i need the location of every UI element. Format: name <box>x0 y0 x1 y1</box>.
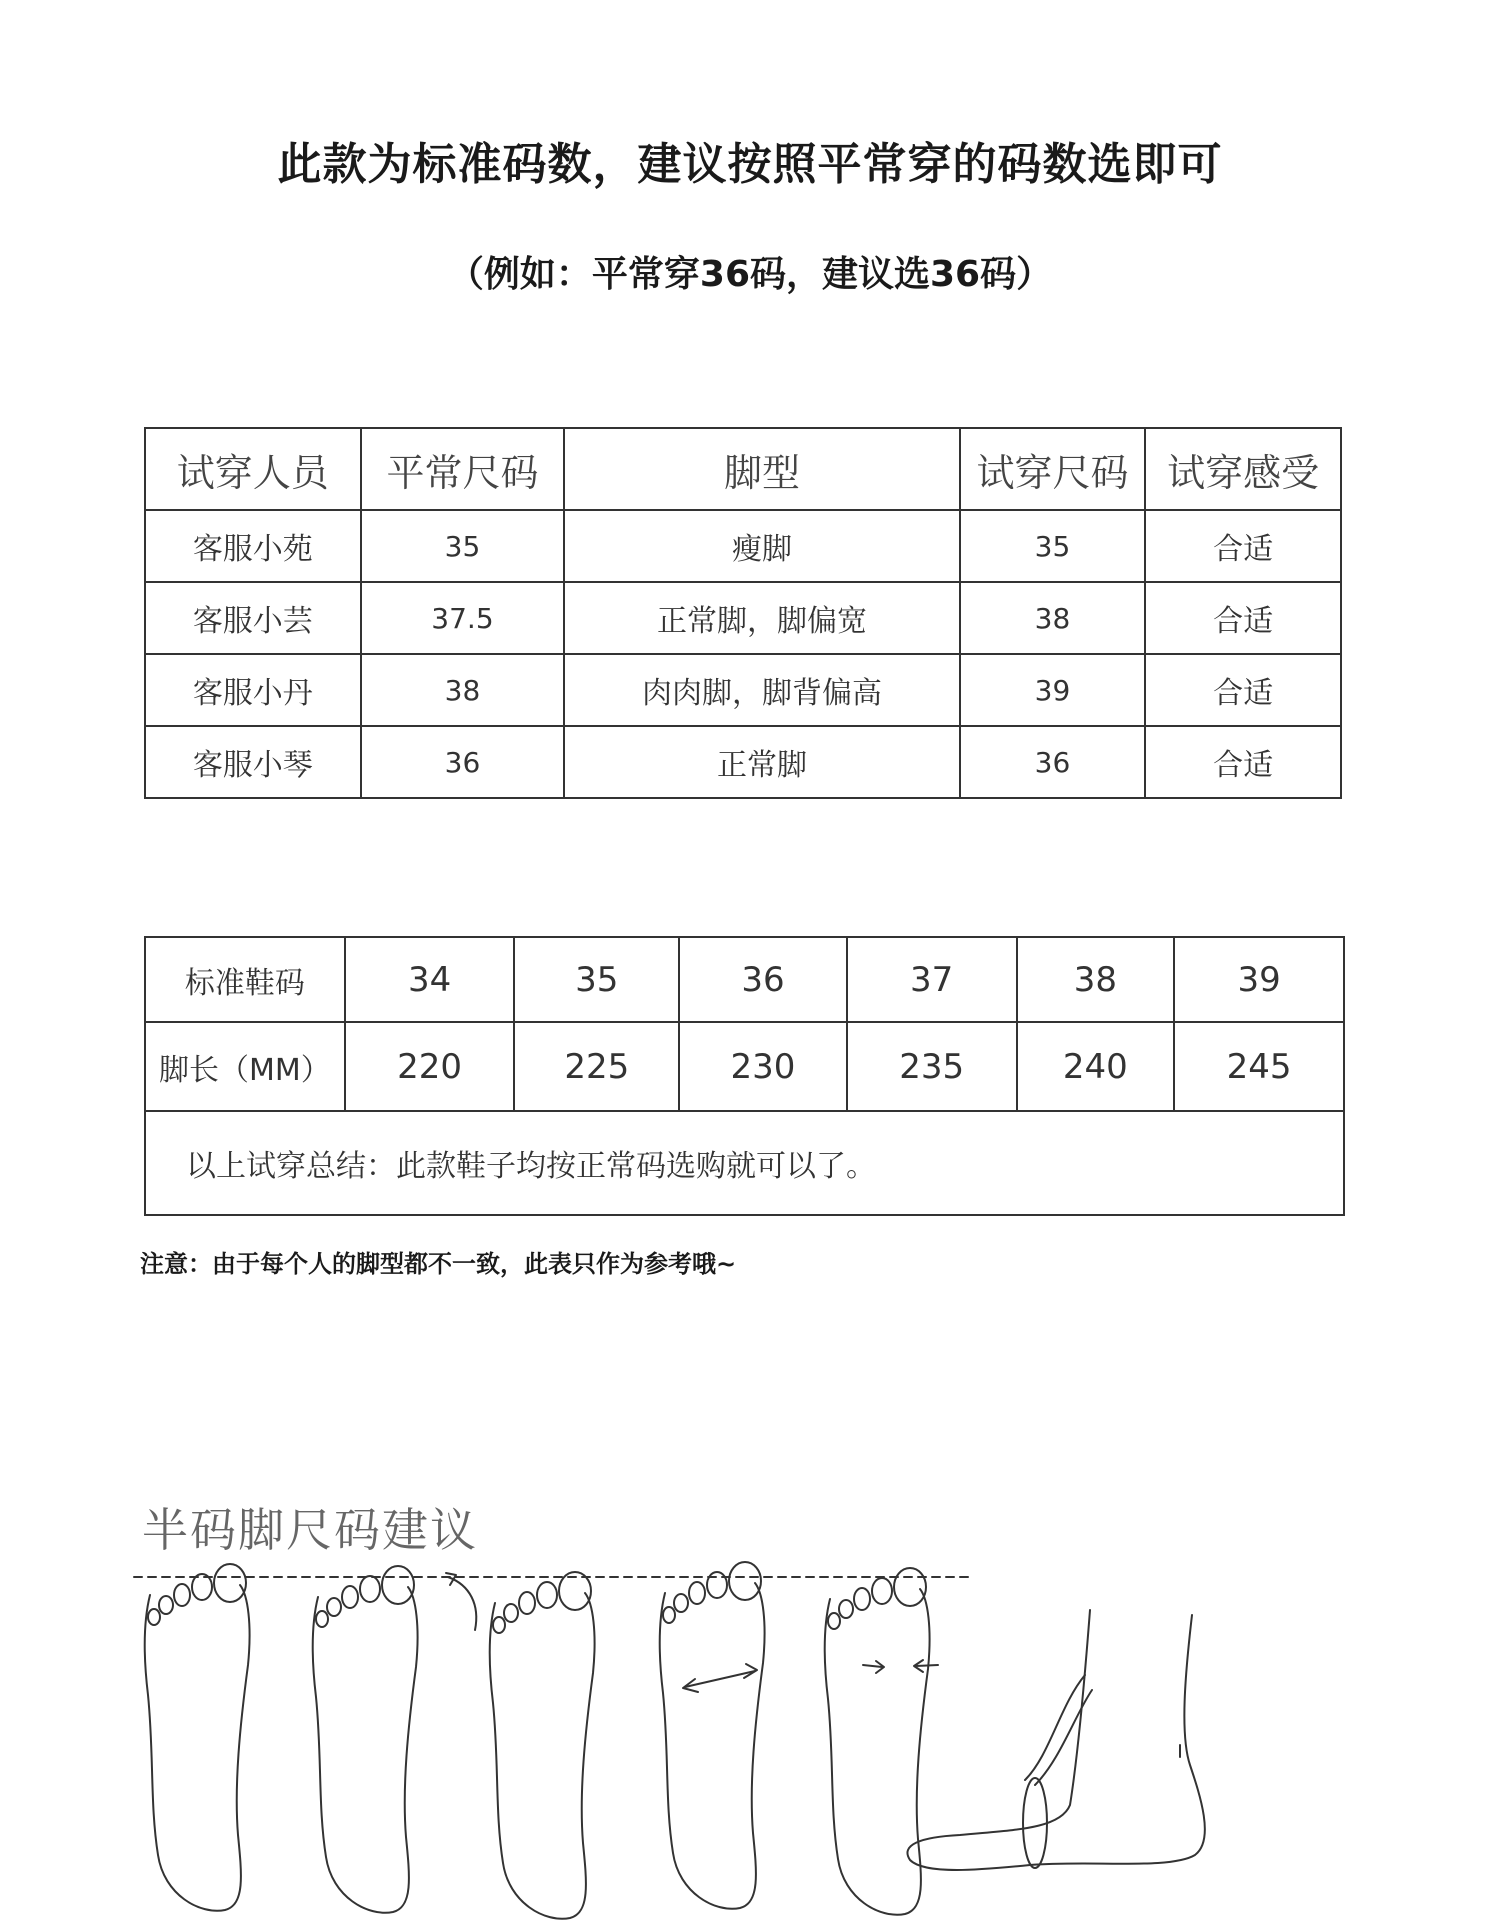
size-cell: 37 <box>847 937 1017 1022</box>
summary-row <box>145 1111 1344 1215</box>
table-row <box>145 510 1341 582</box>
header-usual-size: 平常尺码 <box>361 428 565 510</box>
foot-outline-2 <box>313 1566 418 1913</box>
cell-tester: 客服小丹 <box>145 654 361 726</box>
page-subtitle: （例如：平常穿36码，建议选36码） <box>447 254 1053 295</box>
ankle-loop-outline <box>1023 1778 1047 1868</box>
size-chart-table <box>144 936 1345 1216</box>
curved-arrow-icon <box>448 1577 476 1630</box>
narrow-arrow-right-icon <box>914 1660 938 1672</box>
side-foot-outline <box>907 1610 1204 1870</box>
cell-tried-size: 36 <box>960 726 1146 798</box>
shoe-strap-line-2 <box>1035 1690 1092 1785</box>
table-row <box>145 654 1341 726</box>
cell-usual-size: 36 <box>361 726 565 798</box>
size-row <box>145 937 1344 1022</box>
header-foot-type: 脚型 <box>564 428 959 510</box>
cell-usual-size: 35 <box>361 510 565 582</box>
cell-foot-type: 瘦脚 <box>564 510 959 582</box>
cell-foot-type: 正常脚 <box>564 726 959 798</box>
size-cell: 38 <box>1017 937 1175 1022</box>
length-row <box>145 1022 1344 1111</box>
length-cell: 240 <box>1017 1022 1175 1111</box>
section-title: 半码脚尺码建议 <box>142 1503 478 1557</box>
size-cell: 34 <box>345 937 515 1022</box>
length-label: 脚长（MM） <box>145 1022 345 1111</box>
header-feeling: 试穿感受 <box>1145 428 1341 510</box>
size-label: 标准鞋码 <box>145 937 345 1022</box>
cell-tester: 客服小芸 <box>145 582 361 654</box>
table-header-row <box>145 428 1341 510</box>
foot-outline-3 <box>490 1572 595 1919</box>
length-cell: 245 <box>1174 1022 1344 1111</box>
cell-feeling: 合适 <box>1145 726 1341 798</box>
length-cell: 225 <box>514 1022 679 1111</box>
cell-usual-size: 37.5 <box>361 582 565 654</box>
foot-outline-4 <box>660 1562 765 1909</box>
cell-foot-type: 肉肉脚，脚背偏高 <box>564 654 959 726</box>
size-cell: 39 <box>1174 937 1344 1022</box>
cell-feeling: 合适 <box>1145 510 1341 582</box>
size-cell: 35 <box>514 937 679 1022</box>
header-tester: 试穿人员 <box>145 428 361 510</box>
cell-feeling: 合适 <box>1145 654 1341 726</box>
cell-tester: 客服小琴 <box>145 726 361 798</box>
foot-sketch-illustration <box>130 1555 1370 1920</box>
cell-tried-size: 39 <box>960 654 1146 726</box>
narrow-arrow-left-icon <box>863 1661 884 1673</box>
foot-outline-1 <box>145 1564 250 1911</box>
cell-usual-size: 38 <box>361 654 565 726</box>
summary-text: 以上试穿总结：此款鞋子均按正常码选购就可以了。 <box>145 1111 1344 1215</box>
note-text: 注意：由于每个人的脚型都不一致，此表只作为参考哦~ <box>140 1250 737 1278</box>
length-cell: 235 <box>847 1022 1017 1111</box>
header-tried-size: 试穿尺码 <box>960 428 1146 510</box>
length-cell: 230 <box>679 1022 847 1111</box>
cell-tester: 客服小苑 <box>145 510 361 582</box>
fit-test-table <box>144 427 1342 799</box>
length-cell: 220 <box>345 1022 515 1111</box>
page-title: 此款为标准码数，建议按照平常穿的码数选即可 <box>277 139 1223 190</box>
cell-feeling: 合适 <box>1145 582 1341 654</box>
table-row <box>145 582 1341 654</box>
cell-foot-type: 正常脚，脚偏宽 <box>564 582 959 654</box>
cell-tried-size: 35 <box>960 510 1146 582</box>
table-row <box>145 726 1341 798</box>
cell-tried-size: 38 <box>960 582 1146 654</box>
size-cell: 36 <box>679 937 847 1022</box>
